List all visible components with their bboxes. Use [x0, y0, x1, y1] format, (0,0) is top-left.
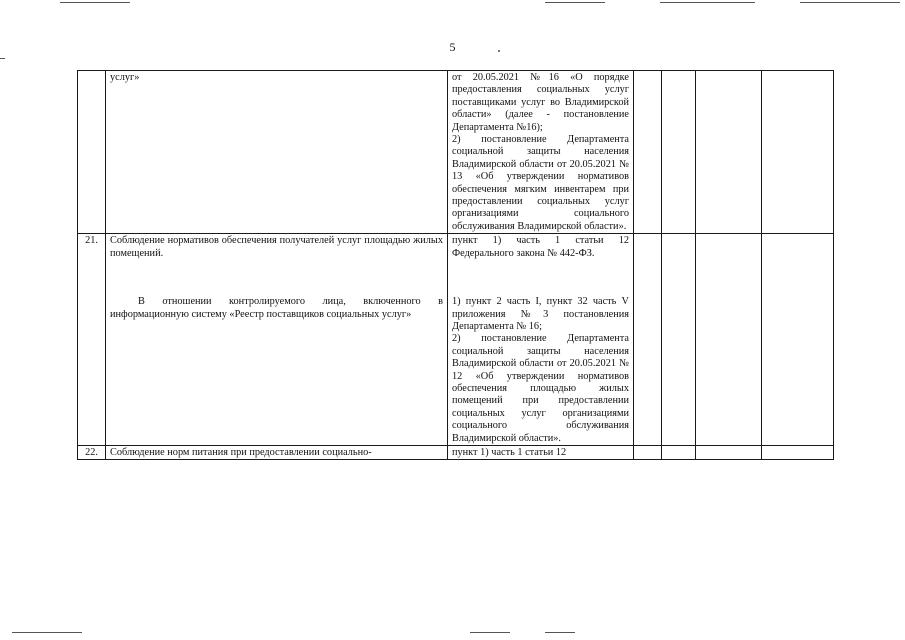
empty-cell	[762, 71, 834, 234]
requirement-cell	[106, 234, 448, 446]
page-number: 5	[449, 40, 456, 54]
empty-cell	[634, 445, 662, 459]
legal-basis-text: от 20.05.2021 №16 «О порядке предоставления социальных услуг поставщиками услуг во Владимирской области» (далее - постановление Департамента №16);	[452, 72, 629, 133]
empty-cell	[696, 71, 762, 234]
table-row	[78, 234, 834, 446]
empty-cell	[762, 445, 834, 459]
empty-cell	[662, 234, 696, 446]
scan-artifact-bottom-right	[545, 632, 575, 633]
empty-cell	[696, 445, 762, 459]
requirement-cell	[106, 71, 448, 234]
requirement-text: услуг»	[110, 72, 140, 83]
legal-basis-cell	[448, 71, 634, 234]
empty-cell	[662, 445, 696, 459]
scan-artifact-top-far-right	[800, 2, 900, 3]
scan-artifact-top-left	[60, 2, 130, 3]
empty-cell	[762, 234, 834, 446]
row-number-cell: 22.	[78, 445, 106, 459]
scan-artifact-bottom-mid	[470, 632, 510, 633]
scan-artifact-dot	[498, 50, 500, 52]
empty-cell	[634, 71, 662, 234]
scan-artifact-left-edge	[0, 58, 5, 59]
empty-cell	[696, 234, 762, 446]
scan-artifact-top-right	[660, 2, 755, 3]
legal-basis-text: пункт 1) часть 1 статьи 12	[452, 446, 567, 458]
document-table	[77, 70, 834, 460]
legal-basis-text: 2) постановление Департамента социальной защиты населения Владимирской области от 20.05.2021 № 12 «Об утверждении нормативов обеспечения площадью жилых помещений при предоставлении социальных услуг организациями социального обслуживания Владимирской области».	[452, 333, 629, 444]
table-row	[78, 445, 834, 459]
legal-basis-text: 2) постановление Департамента социальной защиты населения Владимирской области от 20.05.2021 № 13 «Об утверждении нормативов обеспечения мягким инвентарем при предоставлении социальных услуг организациями социального обслуживания Владимирской области».	[452, 134, 629, 232]
requirement-text: Соблюдение норм питания при предоставлении социально-	[110, 446, 372, 458]
scan-artifact-top-mid	[545, 2, 605, 3]
requirement-text: В отношении контролируемого лица, включенного в информационную систему «Реестр поставщиков социальных услуг»	[110, 296, 443, 320]
legal-basis-text: пункт 1) часть 1 статьи 12 Федерального закона № 442-ФЗ.	[452, 235, 629, 259]
requirement-text: Соблюдение нормативов обеспечения получателей услуг площадью жилых помещений.	[110, 235, 443, 259]
table-row	[78, 71, 834, 234]
legal-basis-cell	[448, 234, 634, 446]
empty-cell	[634, 234, 662, 446]
row-number-cell	[78, 71, 106, 234]
requirement-cell	[106, 445, 448, 459]
empty-cell	[662, 71, 696, 234]
scan-artifact-bottom-left	[12, 632, 82, 633]
row-number-cell: 21.	[78, 234, 106, 446]
legal-basis-cell	[448, 445, 634, 459]
legal-basis-text: 1) пункт 2 часть I, пункт 32 часть V приложения №3 постановления Департамента № 16;	[452, 296, 629, 332]
